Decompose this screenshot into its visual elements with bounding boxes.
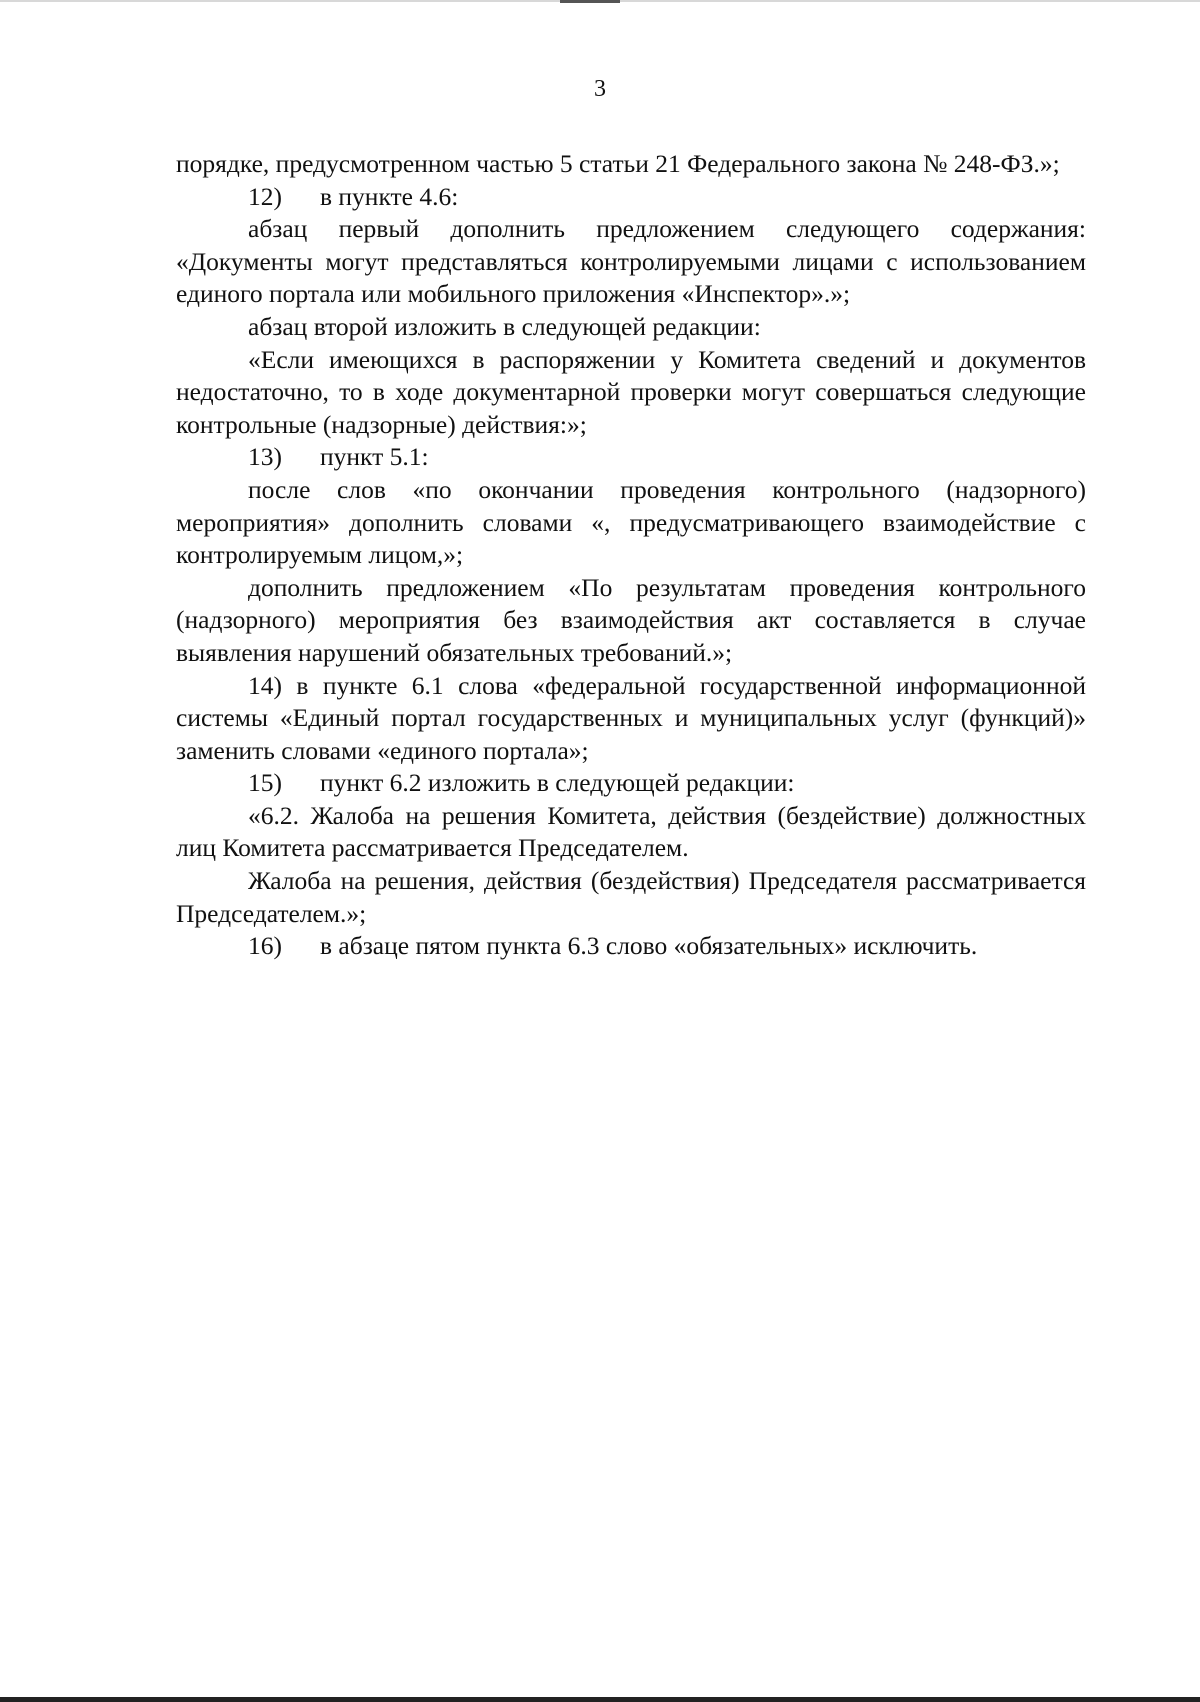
item-text-15: пункт 6.2 изложить в следующей редакции: (320, 768, 795, 798)
list-item-13 (176, 441, 1086, 474)
paragraph-6: дополнить предложением «По результатам проведения контрольного (надзорного) мероприятия без взаимодействия акт составляется в случае выявления нарушений обязательных требований.»; (176, 572, 1086, 667)
page-number: 3 (594, 76, 606, 102)
item-text-13: пункт 5.1: (320, 442, 429, 472)
paragraph-8: «6.2. Жалоба на решения Комитета, действия (бездействие) должностных лиц Комитета рассматривается Председателем. (176, 800, 1086, 863)
paragraph-7: 14) в пункте 6.1 слова «федеральной государственной информационной системы «Единый портал государственных и муниципальных услуг (функций)» заменить словами «единого портала»; (176, 670, 1086, 765)
scan-bottom-edge (0, 1697, 1200, 1702)
paragraph-9: Жалоба на решения, действия (бездействия) Председателя рассматривается Председателем.»; (176, 866, 1086, 928)
paragraph-1: порядке, предусмотренном частью 5 статьи 21 Федерального закона № 248-ФЗ.»; (176, 149, 1060, 178)
item-number-16: 16) (248, 931, 282, 961)
item-number-13: 13) (248, 442, 282, 472)
list-item-16 (176, 930, 1086, 963)
list-item-12 (176, 181, 1086, 214)
list-item-15 (176, 767, 1086, 800)
item-text-12: в пункте 4.6: (320, 181, 459, 211)
item-number-15: 15) (248, 768, 282, 798)
item-text-16: в абзаце пятом пункта 6.3 слово «обязательных» исключить. (320, 931, 978, 961)
paragraph-5: после слов «по окончании проведения контрольного (надзорного) мероприятия» дополнить словами «, предусматривающего взаимодействие с контролируемым лицом,»; (176, 474, 1086, 570)
paragraph-3: абзац второй изложить в следующей редакции: (248, 311, 761, 341)
paragraph-2: абзац первый дополнить предложением следующего содержания: «Документы могут представляться контролируемыми лицами с использованием единого портала или мобильного приложения «Инспектор».»; (176, 214, 1086, 309)
scan-top-mark (560, 0, 620, 3)
item-number-12: 12) (248, 181, 282, 211)
paragraph-4: «Если имеющихся в распоряжении у Комитета сведений и документов недостаточно, то в ходе документарной проверки могут совершаться следующие контрольные (надзорные) действия:»; (176, 344, 1086, 439)
document-body (176, 148, 1086, 963)
